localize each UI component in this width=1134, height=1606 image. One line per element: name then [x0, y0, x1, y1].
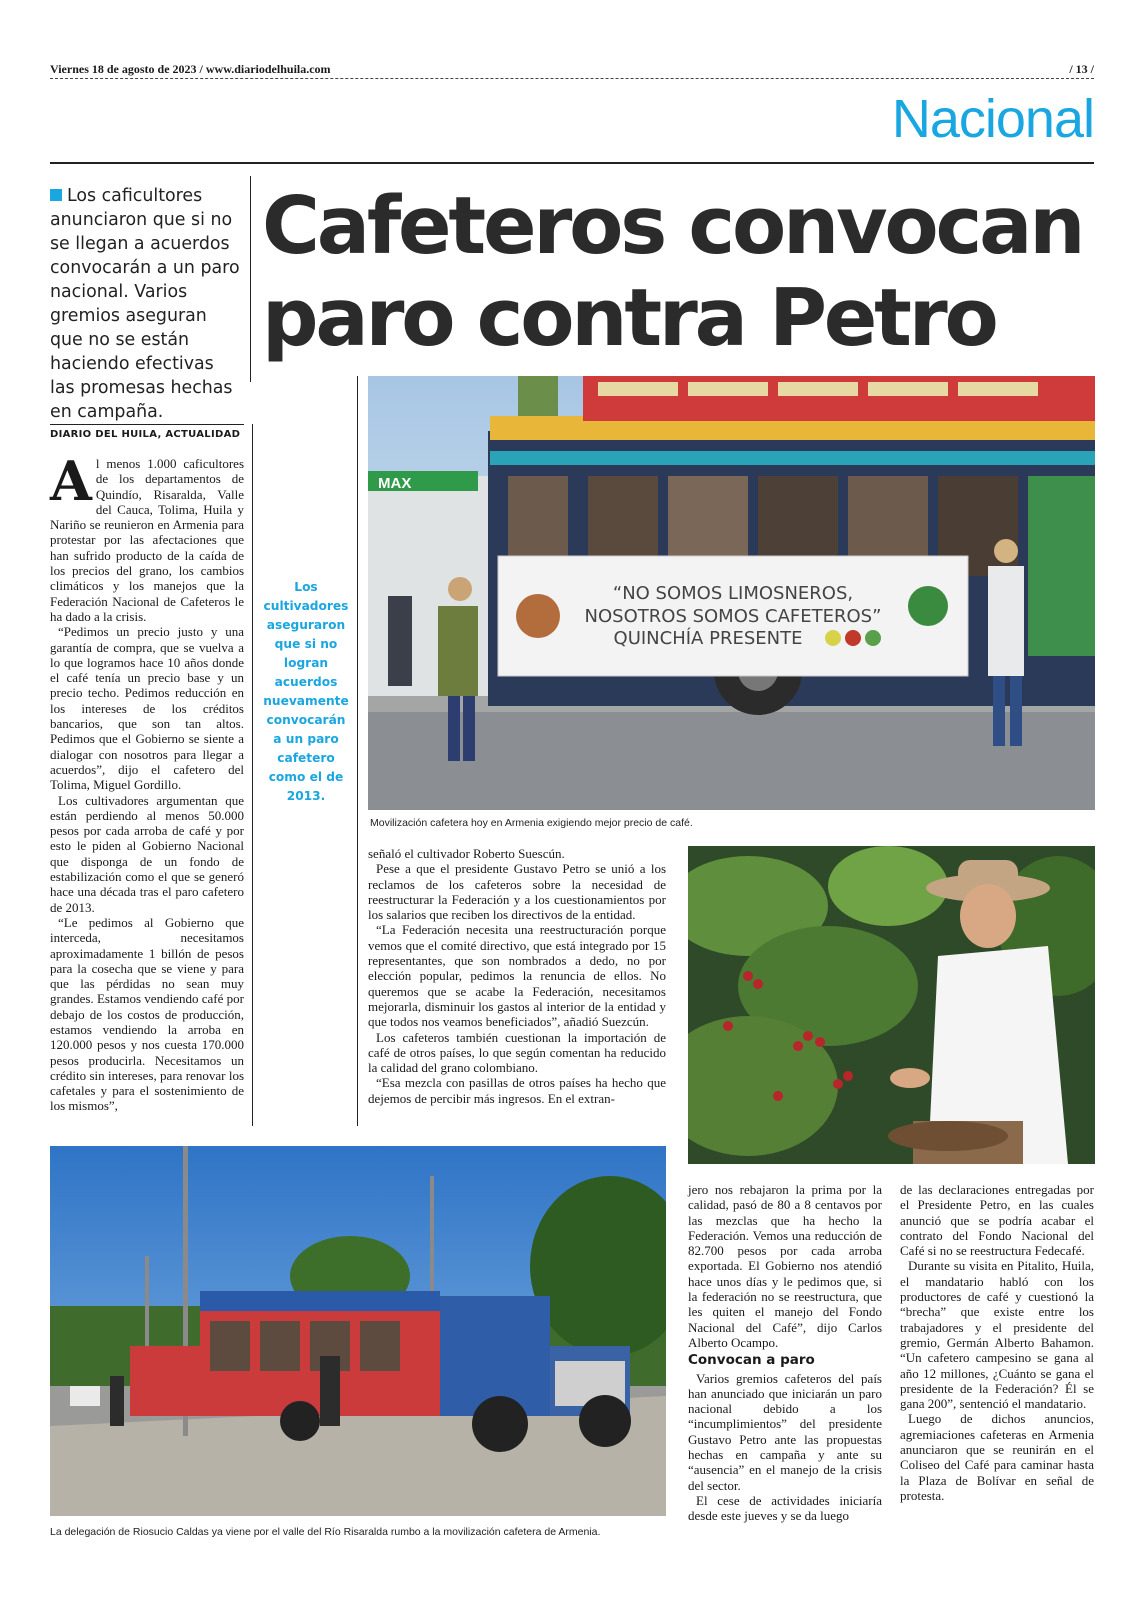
paragraph: jero nos rebajaron la prima por la calidad, pasó de 80 a 8 centavos por las mezclas que ha hecho la Federación. Vemos una reducción de 82.700 pesos por cada arroba exportada. El Gobierno nos atendió hace unos días y le pedimos que, si la federación no se reestructura, que les quiten el manejo del Fondo Nacional del Café”, dijo Carlos Alberto Ocampo.	[688, 1182, 882, 1350]
protest-photo-caption: Movilización cafetera hoy en Armenia exigiendo mejor precio de café.	[370, 817, 693, 829]
headline-line-2: paro contra Petro	[262, 272, 996, 364]
paragraph: Pese a que el presidente Gustavo Petro se unió a los reclamos de los cafeteros sobre la necesidad de reestructurar la Federación y a los cuestionamientos por los salarios que reciben los directivos de la entidad.	[368, 861, 666, 923]
paragraph: Luego de dichos anuncios, agremiaciones cafeteras en Armenia anunciaron que se reunirán en el Coliseo del Café para caminar hasta la Plaza de Bolívar en señal de protesta.	[900, 1411, 1094, 1503]
column-divider	[357, 376, 358, 1126]
article-column-2	[368, 846, 666, 1106]
coffee-farmer-photo-illustration	[688, 846, 1095, 1164]
article-column-4	[900, 1182, 1094, 1503]
headline-line-1: Cafeteros convocan	[262, 180, 1083, 272]
paragraph: señaló el cultivador Roberto Suescún.	[368, 846, 565, 861]
byline: DIARIO DEL HUILA, ACTUALIDAD	[50, 424, 244, 441]
chiva-bus-photo-illustration	[50, 1146, 666, 1516]
column-divider	[250, 176, 251, 382]
header-divider	[50, 78, 1094, 79]
bus-photo-caption: La delegación de Riosucio Caldas ya viene por el valle del Río Risaralda rumbo a la movilización cafetera de Armenia.	[50, 1526, 601, 1538]
protest-photo-illustration	[368, 376, 1095, 810]
banner-text-line-1: “NO SOMOS LIMOSNEROS,	[612, 583, 854, 604]
paragraph: “Pedimos un precio justo y una garantía de compra, que se vuelva a lo que logramos hace 10 años donde el café tenía un precio base y un precio techo. Pedimos reducción en los intereses de los créditos bancarios, que son tan altos. Pedimos que el Gobierno se siente a dialogar con nosotros para llegar a acuerdos”, dijo el cafetero del Tolima, Miguel Gordillo.	[50, 624, 244, 793]
lead-text: Los caficultores anunciaron que si no se llegan a acuerdos convocarán a un paro nacional. Varios gremios aseguran que no se están haciendo efectivas las promesas hechas en campaña.	[50, 186, 240, 422]
bullet-square-icon	[50, 189, 62, 201]
paragraph: “Le pedimos al Gobierno que interceda, necesitamos aproximadamente 1 billón de pesos para la cosecha que se viene y para que las pérdidas no sean muy grandes. Estamos vendiendo café por debajo de los costos de producción, estamos vendiendo la arroba en 120.000 pesos y nos cuesta 170.000 pesos producirla. Necesitamos un crédito sin intereses, para renovar los cafetales y para el sostenimiento de los mismos”,	[50, 914, 244, 1114]
page-number: / 13 /	[1069, 62, 1094, 76]
protest-photo	[368, 376, 1095, 810]
paragraph: Los cafeteros también cuestionan la importación de café de otros países, lo que según comentan ha reducido la calidad del grano colombiano.	[368, 1029, 666, 1076]
banner-text-line-3: QUINCHÍA PRESENTE	[613, 628, 803, 649]
paragraph: Los cultivadores argumentan que están perdiendo al menos 50.000 pesos por cada arroba de café y por esto le piden al Gobierno Nacional que disponga de un fondo de estabilización como el que se generó hace una década tras el paro cafetero de 2013.	[50, 792, 244, 915]
chiva-bus-photo	[50, 1146, 666, 1516]
article-column-1	[50, 449, 244, 1114]
article-headline	[262, 180, 1122, 364]
header-date-site: Viernes 18 de agosto de 2023 / www.diariodelhuila.com	[50, 62, 331, 76]
drop-cap: A	[50, 449, 92, 513]
paragraph: de las declaraciones entregadas por el Presidente Petro, en las cuales anunció que se podría acabar el contrato del Fondo Nacional del Café si no se reestructura Fedecafé.	[900, 1182, 1094, 1259]
paragraph: Varios gremios cafeteros del país han anunciado que iniciarán un paro nacional debido a los “incumplimientos” del presidente Gustavo Petro ante las propuestas hechas en campaña y ante su “ausencia” en el manejo de la crisis del sector.	[688, 1370, 882, 1493]
section-title: Nacional	[891, 89, 1094, 149]
paragraph: “Esa mezcla con pasillas de otros países ha hecho que dejemos de percibir más ingresos. En el extran-	[368, 1075, 666, 1106]
paragraph: El cese de actividades iniciaría desde este jueves y se da luego	[688, 1492, 882, 1524]
section-rule	[50, 162, 1094, 164]
paragraph: Durante su visita en Pitalito, Huila, el mandatario habló con los productores de café y cuestionó la “brecha” que existe entre los trabajadores y el presidente del gremio, Germán Alberto Bahamon. “Un cafetero campesino se gana al año 12 millones, ¿Cuánto se gana el presidente de la Federación? Él se gana 200”, sentenció el mandatario.	[900, 1258, 1094, 1412]
pull-quote: Los cultivadores aseguraron que si no logran acuerdos nuevamente convocarán a un paro cafetero como el de 2013.	[263, 580, 349, 803]
subheading: Convocan a paro	[688, 1352, 815, 1369]
paragraph: “La Federación necesita una reestructuración porque vemos que el comité directivo, que está integrado por 15 representantes, que son nombrados a dedo, no por elección popular, pedimos la renuncia de ellos. No queremos que se acabe la Federación, necesitamos mejorarla, disminuir los gastos al interior de la entidad y que todos nos veamos beneficiados”, añadió Suezcún.	[368, 922, 666, 1030]
column-divider	[252, 424, 253, 1126]
bus-sign-text: MAX	[378, 475, 412, 492]
paragraph: Al menos 1.000 caficultores de los departamentos de Quindío, Risaralda, Valle del Cauca, Tolima, Huila y Nariño se reunieron en Armenia para protestar por las afectaciones que han sufrido producto de la caída de los precios del grano, los cambios climáticos y los manejos que la Federación Nacional de Cafeteros le ha dado a la crisis.	[50, 449, 244, 624]
coffee-farmer-photo	[688, 846, 1095, 1164]
article-lead	[50, 184, 240, 424]
article-column-3	[688, 1182, 882, 1524]
banner-text-line-2: NOSOTROS SOMOS CAFETEROS”	[584, 606, 882, 627]
